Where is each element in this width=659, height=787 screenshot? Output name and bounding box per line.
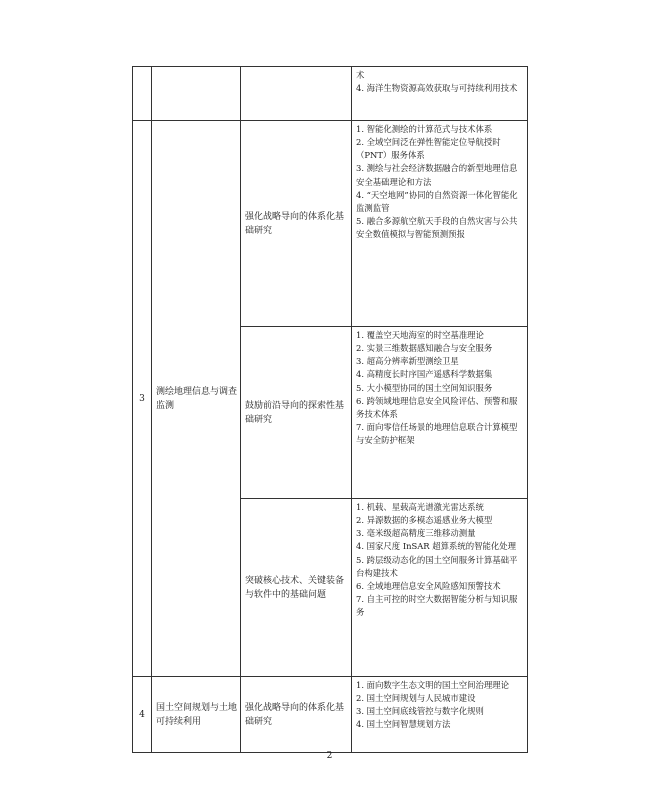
row-number: 4 <box>133 677 152 753</box>
topic-item: 5. 融合多源航空航天手段的自然灾害与公共安全数值模拟与智能预测预报 <box>356 216 518 240</box>
row-number: 3 <box>133 121 152 677</box>
topic-item: 2. 异源数据的多模态遥感业务大模型 <box>356 515 493 526</box>
topic-item: 2. 国土空间规划与人民城市建设 <box>356 693 476 704</box>
topic-item: 3. 测绘与社会经济数据融合的新型地理信息安全基础理论和方法 <box>356 163 518 187</box>
topic-list <box>352 327 528 499</box>
topic-item: 3. 国土空间底线管控与数字化规则 <box>356 706 484 717</box>
field-name: 国土空间规划与土地可持续利用 <box>152 677 241 753</box>
topic-item: 4. 国土空间智慧规划方法 <box>356 719 451 730</box>
research-type: 强化战略导向的体系化基础研究 <box>241 121 352 327</box>
topic-item: 4. 国家尺度 InSAR 超算系统的智能化处理 <box>356 541 517 552</box>
topic-item: 3. 超高分辨率新型测绘卫星 <box>356 356 459 367</box>
table-row <box>133 67 528 121</box>
topic-item: 4. 海洋生物资源高效获取与可持续利用技术 <box>356 83 518 94</box>
research-type: 强化战略导向的体系化基础研究 <box>241 677 352 753</box>
table-row <box>133 677 528 753</box>
row-number <box>133 67 152 121</box>
field-name: 测绘地理信息与调查监测 <box>152 121 241 677</box>
topic-item: 1. 机载、星载高光谱激光雷达系统 <box>356 502 484 512</box>
topic-item: 4. 高精度长时序国产遥感科学数据集 <box>356 369 493 380</box>
topic-item: 2. 全域空间泛在弹性智能定位导航授时（PNT）服务体系 <box>356 137 501 161</box>
topic-item: 6. 跨领域地理信息安全风险评估、预警和服务技术体系 <box>356 395 518 419</box>
research-type: 鼓励前沿导向的探索性基础研究 <box>241 327 352 499</box>
topic-item: 1. 覆盖空天地海室的时空基准理论 <box>356 330 484 340</box>
topic-item: 6. 全域地理信息安全风险感知预警技术 <box>356 580 501 591</box>
topic-item: 术 <box>356 70 365 80</box>
research-type <box>241 67 352 121</box>
research-type: 突破核心技术、关键装备与软件中的基础问题 <box>241 499 352 677</box>
page-number: 2 <box>326 751 333 761</box>
topic-item: 5. 跨层级动态化的国土空间服务计算基础平台构建技术 <box>356 554 518 578</box>
topic-list <box>352 67 528 121</box>
topic-item: 4. “天空地网”协同的自然资源一体化智能化监测监管 <box>356 189 518 213</box>
field-name <box>152 67 241 121</box>
topic-item: 1. 智能化测绘的计算范式与技术体系 <box>356 124 493 134</box>
topic-item: 3. 毫米级超高精度三维移动测量 <box>356 528 476 539</box>
topic-list <box>352 677 528 753</box>
topic-item: 7. 自主可控的时空大数据智能分析与知识服务 <box>356 594 518 618</box>
topic-list <box>352 499 528 677</box>
topic-item: 5. 大小模型协同的国土空间知识服务 <box>356 382 493 393</box>
topic-item: 2. 实景三维数据感知融合与安全服务 <box>356 343 493 354</box>
topic-item: 1. 面向数字生态文明的国土空间治理理论 <box>356 680 510 690</box>
topic-list <box>352 121 528 327</box>
table-row <box>133 121 528 327</box>
research-topics-table <box>132 66 528 753</box>
topic-item: 7. 面向零信任场景的地理信息联合计算模型与安全防护框架 <box>356 422 518 446</box>
